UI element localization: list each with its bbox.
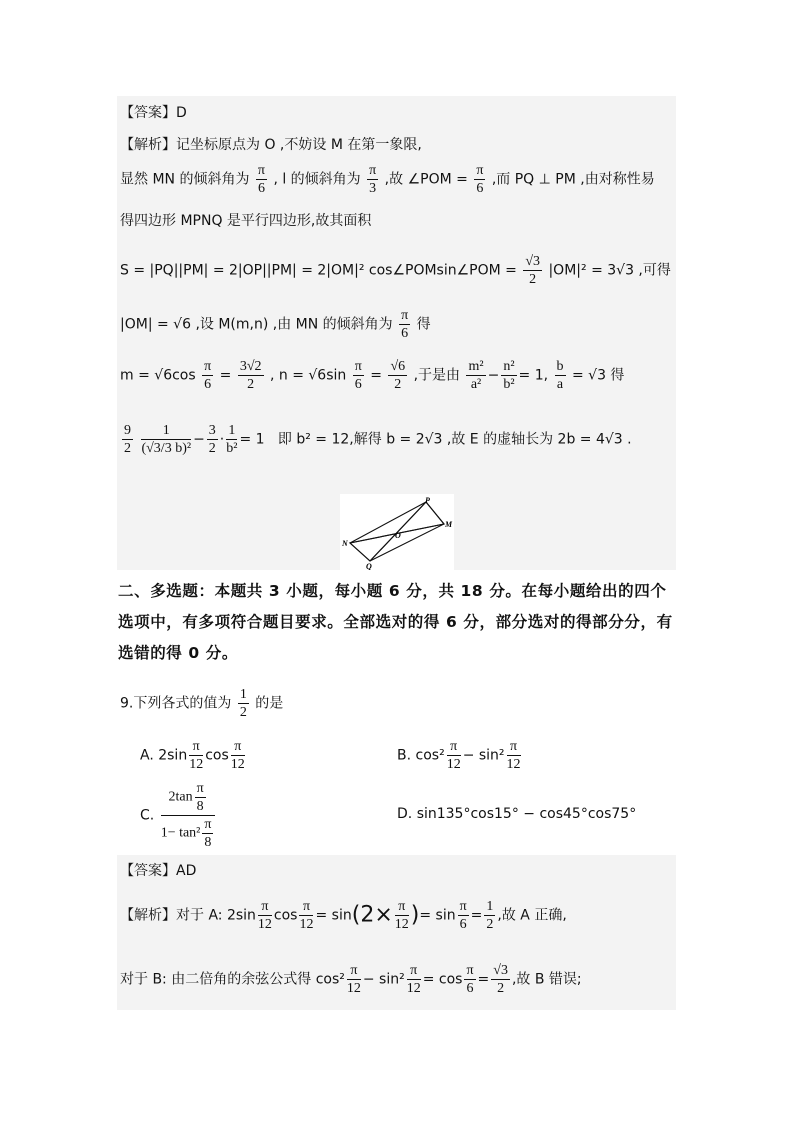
parallelogram-figure <box>340 494 454 570</box>
label-m: M <box>445 520 453 529</box>
text: ,而 PQ ⊥ PM ,由对称性易 <box>491 171 655 188</box>
option-b[interactable] <box>397 738 523 773</box>
section-heading: 二、多选题：本题共 3 小题，每小题 6 分，共 18 分。在每小题给出的四个选项中，有多项符合题目要求。全部选对的得 6 分，部分选对的得部分分，有选错的得 0 分。 <box>118 582 673 662</box>
text: = √3 得 <box>571 367 625 384</box>
fraction-pi-6: $\frac{\pi}{6}$ <box>401 308 409 341</box>
q8-analysis-line1 <box>120 136 422 154</box>
formula: = <box>219 367 232 384</box>
fraction-pi-6: $\frac{\pi}{6}$ <box>257 163 265 196</box>
op: − <box>487 367 500 384</box>
fraction-pi-12: $\frac{\pi}{12}$ <box>394 899 409 932</box>
option-label: C. <box>140 807 155 824</box>
fraction-sqrt3-2: $\frac{√3}{2}$ <box>493 963 508 996</box>
fraction-pi-6: $\frac{\pi}{6}$ <box>354 359 362 392</box>
answer-value: AD <box>176 863 197 879</box>
fraction-1-b2: $\frac{1}{\text{b²}}$ <box>226 423 238 456</box>
q9-answer <box>120 862 196 880</box>
label-n: N <box>342 539 348 548</box>
answer-label: 【答案】 <box>120 105 176 121</box>
stem-text: 的是 <box>255 695 284 712</box>
option-expr: sin135°cos15° − cos45°cos75° <box>416 806 637 822</box>
option-expr: 2sin <box>158 747 188 764</box>
q8-analysis-line6 <box>120 358 624 393</box>
fraction-1-2: $\frac{1}{2}$ <box>486 899 494 932</box>
fraction-9-2: $\frac{9}{2}$ <box>124 423 131 456</box>
figure-svg <box>340 494 454 570</box>
formula: = sin <box>419 907 456 924</box>
analysis-label: 【解析】 <box>120 907 176 924</box>
formula: |OM| = √6 ,设 M(m,n) ,由 MN 的倾斜角为 <box>120 316 393 333</box>
fraction-tan <box>161 780 216 851</box>
formula: S = |PQ||PM| = 2|OP||PM| = 2|OM|² cos∠POMsin∠POM = <box>120 262 517 279</box>
q9-stem <box>120 686 283 721</box>
q9-analysis-a <box>120 898 567 933</box>
text: 得 <box>416 316 431 333</box>
numerator: 2tan <box>168 789 193 805</box>
fraction-1-2: $\frac{1}{2}$ <box>239 687 247 720</box>
option-expr: cos² <box>415 747 445 764</box>
formula: = sin <box>315 907 352 924</box>
fraction-pi-12: $\frac{\pi}{12}$ <box>257 899 272 932</box>
op: − <box>193 431 205 448</box>
fraction-sqrt3-2: $\frac{√3}{2}$ <box>525 254 541 287</box>
formula: = <box>477 971 490 988</box>
fraction-1-big: $\frac{1}{\text{(√3/3 b)²}}$ <box>141 423 192 456</box>
q8-analysis-line4 <box>120 253 671 288</box>
stem-text: 9.下列各式的值为 <box>120 695 232 712</box>
fraction-pi-12: $\frac{\pi}{12}$ <box>346 963 361 996</box>
fraction-pi-8: $\frac{\pi}{8}$ <box>204 817 212 850</box>
formula: = <box>470 907 483 924</box>
fraction-pi-6: $\frac{\pi}{6}$ <box>459 899 467 932</box>
fraction-pi-12: $\frac{\pi}{12}$ <box>230 739 245 772</box>
op: = 1 <box>239 431 265 448</box>
text: ,故 ∠POM = <box>384 171 468 188</box>
formula: 2sin <box>226 907 256 924</box>
fraction-pi-6: $\frac{\pi}{6}$ <box>204 359 212 392</box>
option-label: B. <box>397 747 412 764</box>
fraction-pi-12: $\frac{\pi}{12}$ <box>406 963 421 996</box>
text: 对于 B: 由二倍角的余弦公式得 <box>120 971 312 988</box>
formula: = cos <box>422 971 463 988</box>
op: = 1, <box>518 367 549 384</box>
q8-analysis-line5 <box>120 307 431 342</box>
fraction-pi-6: $\frac{\pi}{6}$ <box>466 963 474 996</box>
fraction-n2-b2: $\frac{\text{n²}}{\text{b²}}$ <box>503 359 515 392</box>
text: ,故 A 正确, <box>497 907 567 924</box>
text: ,于是由 <box>413 367 461 384</box>
fraction-pi-6: $\frac{\pi}{6}$ <box>476 163 484 196</box>
formula: − sin² <box>362 971 405 988</box>
text: 即 b² = 12,解得 b = 2√3 ,故 E 的虚轴长为 2b = 4√3 . <box>277 431 632 448</box>
option-expr: cos <box>205 747 229 764</box>
fraction-b-a: $\frac{b}{a}$ <box>556 359 564 392</box>
fraction-sqrt6-2: $\frac{√6}{2}$ <box>390 359 406 392</box>
option-c[interactable] <box>140 780 217 851</box>
op: · <box>219 431 225 448</box>
fraction-pi-12: $\frac{\pi}{12}$ <box>506 739 521 772</box>
option-expr: − sin² <box>462 747 505 764</box>
fraction-pi-12: $\frac{\pi}{12}$ <box>446 739 461 772</box>
fraction-pi-12: $\frac{\pi}{12}$ <box>189 739 204 772</box>
option-label: A. <box>140 747 154 764</box>
q8-answer <box>120 104 187 122</box>
label-q: Q <box>366 562 372 570</box>
fraction-pi-12: $\frac{\pi}{12}$ <box>299 899 314 932</box>
option-label: D. <box>397 806 413 822</box>
label-o: O <box>395 531 401 540</box>
text: , l 的倾斜角为 <box>273 171 361 188</box>
q8-analysis-line3 <box>120 212 371 230</box>
formula: ) <box>410 902 420 928</box>
formula: , n = √6sin <box>269 367 347 384</box>
formula: |OM|² = 3√3 ,可得 <box>548 262 671 279</box>
formula: cos² <box>315 971 345 988</box>
denominator: 1− tan² <box>160 825 201 841</box>
fraction-pi-3: $\frac{\pi}{3}$ <box>369 163 377 196</box>
q8-analysis-line2 <box>120 162 655 197</box>
text: 显然 MN 的倾斜角为 <box>120 171 250 188</box>
option-a[interactable] <box>140 738 247 773</box>
label-p: P <box>425 496 430 505</box>
fraction-3-2: $\frac{3}{2}$ <box>208 423 216 456</box>
formula: cos <box>273 907 298 924</box>
analysis-text: 记坐标原点为 O ,不妨设 M 在第一象限, <box>176 137 422 153</box>
text: 对于 A: <box>176 907 223 924</box>
formula: m = √6cos <box>120 367 196 384</box>
q8-analysis-line7 <box>120 422 632 457</box>
answer-label: 【答案】 <box>120 863 176 879</box>
option-d[interactable] <box>397 806 636 822</box>
analysis-label: 【解析】 <box>120 137 176 153</box>
fraction-pi-8: $\frac{\pi}{8}$ <box>196 781 204 814</box>
formula: (2× <box>351 902 393 928</box>
fraction-3sqrt2-2: $\frac{3√2}{2}$ <box>239 359 262 392</box>
answer-value: D <box>176 105 187 121</box>
q9-analysis-b <box>120 962 582 997</box>
formula: = <box>370 367 382 384</box>
text: 得四边形 MPNQ 是平行四边形,故其面积 <box>120 213 372 229</box>
text: ,故 B 错误; <box>511 971 582 988</box>
fraction-m2-a2: $\frac{\text{m²}}{\text{a²}}$ <box>468 359 484 392</box>
